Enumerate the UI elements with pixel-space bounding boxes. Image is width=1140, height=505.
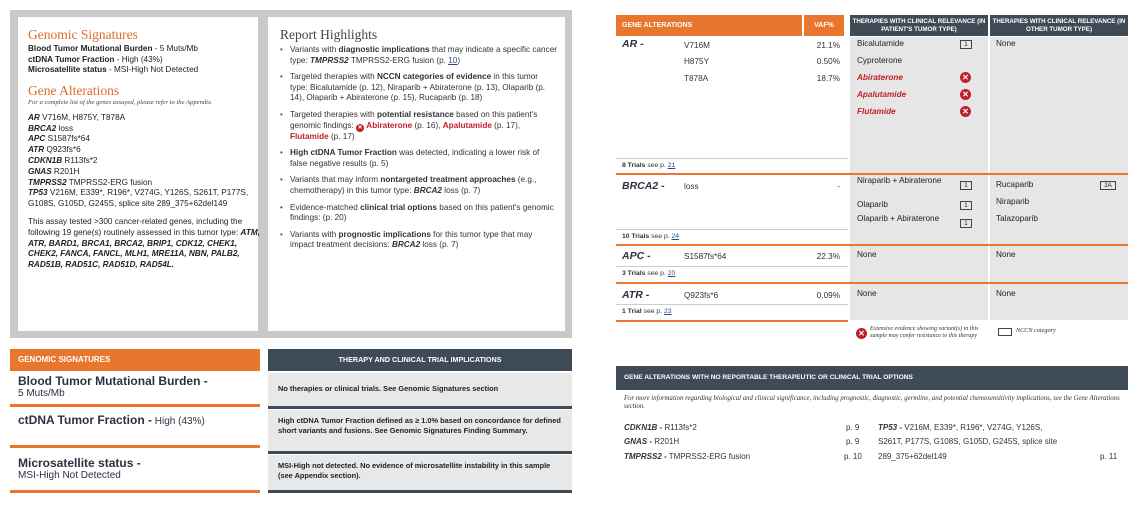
alteration-line: AR V716M, H875Y, T878A [28,112,126,122]
highlight-item: • Variants with diagnostic implications that may indicate a specific cancer type: TMPRSS2 TMPRSS2-ERG fusion (p. 10) [280,45,558,66]
page-link[interactable]: 24 [671,233,680,240]
trial-divider [616,158,848,159]
no-reportable-item: 289_375+62del149 [878,452,947,461]
resistance-x-icon: ✕ [357,124,363,131]
therapy-name: None [996,39,1016,48]
genomic-signatures-table-header: GENOMIC SIGNATURES [10,349,260,371]
trial-count: 8 Trials see p. 21 [622,162,676,169]
row-divider [616,244,1128,246]
row-divider [10,445,260,448]
vaf-value: 18.7% [816,74,840,83]
page-link[interactable]: p. 10 [844,452,862,461]
implication-cell: High ctDNA Tumor Fraction defined as ≥ 1.0% based on concordance for defined short variants and fusions. See Genomic Signatures Finding Summary. [268,410,572,451]
signature-row-tmb: Blood Tumor Mutational Burden - 5 Muts/Mb [18,374,208,399]
genomic-signatures-heading: Genomic Signatures [28,27,138,42]
signature-line: ctDNA Tumor Fraction - High (43%) [28,54,163,64]
alterations-page [594,0,1140,505]
signature-row-msi: Microsatellite status - MSI-High Not Detected [18,456,141,481]
resistance-x-icon: ✕ [960,106,971,117]
no-reportable-note: For more information regarding biological and clinical significance, including prognostic, diagnostic, germline, and potential chemosensitivity implications, see the Gene Alterations section. [624,395,1120,411]
resistance-therapy: Abiraterone [857,73,903,82]
highlight-item: • Variants that may inform nontargeted treatment approaches (e.g., chemotherapy) in this tumor type: BRCA2 loss (p. 7) [280,175,558,196]
highlights-list [280,45,558,251]
variant: loss [684,182,699,191]
no-reportable-item: GNAS - R201H [624,437,680,446]
trial-divider [616,304,848,305]
alteration-list [28,113,256,210]
no-reportable-item: TP53 - V216M, E339*, R196*, V274G, Y126S, [878,423,1043,432]
variant: T878A [684,74,709,83]
page-link[interactable]: p. 9 [846,437,860,446]
alteration-line: TP53 V216M, E339*, R196*, V274G, Y126S, S261T, P177S, G108S, G105D, G245S, splice site 289_375+62del149 [28,188,249,209]
vaf-value: 0.09% [816,291,840,300]
page-link[interactable]: 21 [667,162,676,169]
trial-count: 1 Trial see p. 23 [622,308,672,315]
gene-atr: ATR - [622,289,650,301]
resistance-therapy: Flutamide [857,107,896,116]
vaf-value: 22.3% [816,252,840,261]
alteration-line: TMPRSS2 TMPRSS2-ERG fusion [28,177,153,187]
resistance-legend: Extensive evidence showing variant(s) in this sample may confer resistance to this therapy [870,326,979,339]
therapy-column-bg [990,37,1128,320]
nccn-category-badge: 1 [960,219,972,228]
therapies-other-col-header: THERAPIES WITH CLINICAL RELEVANCE (IN OTHER TUMOR TYPE) [990,15,1128,36]
therapy-name: None [857,250,877,259]
trial-count: 3 Trials see p. 20 [622,270,676,277]
alteration-line: GNAS R201H [28,166,80,176]
row-divider [616,320,848,322]
therapy-implications-header: THERAPY AND CLINICAL TRIAL IMPLICATIONS [268,349,572,371]
therapy-name: Bicalutamide [857,39,904,48]
nccn-category-badge: 1 [960,181,972,190]
highlight-item: • Variants with prognostic implications for this tumor type that may impact treatment decisions: BRCA2 loss (p. 7) [280,230,558,251]
gene-alterations-heading: Gene Alterations [28,82,120,98]
gene-ar: AR - [622,38,644,50]
therapy-name: Talazoparib [996,214,1038,223]
alteration-line: BRCA2 loss [28,123,74,133]
nccn-category-badge: 1 [960,40,972,49]
page-link[interactable]: p. 11 [1100,452,1118,461]
signature-row-ctdna: ctDNA Tumor Fraction - High (43%) [18,413,205,427]
row-divider [616,173,1128,175]
gene-alterations-col-header: GENE ALTERATIONS [616,15,802,36]
therapy-name: Niraparib [996,197,1030,206]
variant: V716M [684,41,710,50]
row-divider [268,490,572,493]
variant: H875Y [684,57,710,66]
resistance-x-icon: ✕ [960,89,971,100]
variant: S1587fs*64 [684,252,727,261]
highlights-card [268,17,565,331]
therapy-name: Cyproterone [857,56,903,65]
therapy-name: Olaparib + Abiraterone [857,214,940,223]
therapy-name: None [857,289,877,298]
highlight-item: • High ctDNA Tumor Fraction was detected, indicating a lower risk of false negative results (p. 5) [280,148,558,169]
page-link[interactable]: 20 [667,270,676,277]
trial-divider [616,266,848,267]
resistance-x-icon: ✕ [960,72,971,83]
signature-line: Microsatellite status - MSI-High Not Detected [28,65,199,75]
nccn-category-badge: 2A [1100,181,1116,190]
alteration-line: ATR Q923fs*6 [28,145,81,155]
highlight-item: • Evidence-matched clinical trial options based on this patient's genomic findings: (p. 20) [280,203,558,224]
nccn-legend-box [998,328,1012,336]
assay-description: This assay tested >300 cancer-related genes, including the following 19 gene(s) routinely assessed in this tumor type: ATM, ATR, BARD1, BRCA1, BRCA2, BRIP1, CDK12, CHEK1, CHEK2, FANCA, FANCL, MLH1, MRE11A, NBN, PALB2, RAD51B, RAD51C, RAD51D, RAD54L. [28,216,260,270]
therapy-name: Rucaparib [996,180,1034,189]
signatures-card [18,17,258,331]
nccn-legend: NCCN category [1016,327,1056,334]
implication-cell: No therapies or clinical trials. See Genomic Signatures section [268,373,572,406]
page-link[interactable]: p. 9 [846,423,860,432]
no-reportable-header: GENE ALTERATIONS WITH NO REPORTABLE THERAPEUTIC OR CLINICAL TRIAL OPTIONS [616,366,1128,390]
highlight-item: • Targeted therapies with potential resistance based on this patient's genomic findings: ✕ Abiraterone (p. 16), Apalutamide (p. 17), Flutamide (p. 17) [280,110,558,142]
row-divider [268,406,572,409]
vaf-value: 0.50% [816,57,840,66]
page-link[interactable]: 10 [448,55,458,65]
therapy-name: Niraparib + Abiraterone [857,176,942,185]
signature-line: Blood Tumor Mutational Burden - 5 Muts/Mb [28,44,198,53]
trial-count: 10 Trials see p. 24 [622,233,680,240]
row-divider [10,490,260,493]
no-reportable-item: S261T, P177S, G108S, G105D, G245S, splice site [878,437,1058,446]
report-highlights-heading: Report Highlights [280,27,378,42]
nccn-category-badge: 1 [960,201,972,210]
vaf-value: 21.1% [816,41,840,50]
therapy-name: Olaparib [857,200,888,209]
gene-brca2: BRCA2 - [622,180,665,192]
therapy-name: None [996,250,1016,259]
gene-apc: APC - [622,250,651,262]
variant: Q923fs*6 [684,291,719,300]
trial-divider [616,229,848,230]
vaf-value: - [837,182,840,191]
no-reportable-item: CDKN1B - R113fs*2 [624,423,697,432]
implication-cell: MSI-High not detected. No evidence of microsatellite instability in this sample (see Appendix section). [268,455,572,490]
page-link[interactable]: 23 [663,308,672,315]
row-divider [616,282,1128,284]
highlight-item: • Targeted therapies with NCCN categories of evidence in this tumor type: Bicalutamide (p. 12), Niraparib + Abiraterone (p. 13), Olaparib (p. 14), Olaparib + Abiraterone (p. 15), Rucaparib (p. 18) [280,72,558,104]
alteration-line: CDKN1B R113fs*2 [28,155,98,165]
column-divider [988,37,990,320]
therapy-name: None [996,289,1016,298]
therapies-patient-col-header: THERAPIES WITH CLINICAL RELEVANCE (IN PATIENT'S TUMOR TYPE) [850,15,988,36]
row-divider [268,451,572,454]
vaf-col-header: VAF% [804,15,844,36]
row-divider [10,404,260,407]
resistance-legend-icon: ✕ [856,328,867,339]
resistance-therapy: Apalutamide [857,90,907,99]
alteration-line: APC S1587fs*64 [28,134,90,144]
signature-list [28,44,258,76]
no-reportable-item: TMPRSS2 - TMPRSS2-ERG fusion [624,452,751,461]
gene-alterations-note: For a complete list of the genes assayed, please refer to the Appendix. [28,98,213,106]
